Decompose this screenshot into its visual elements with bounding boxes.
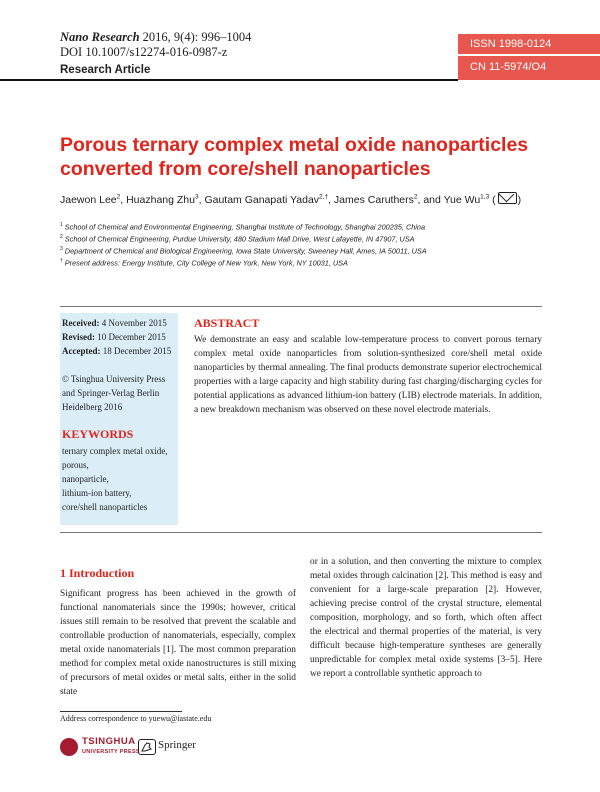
article-dates — [62, 316, 178, 358]
journal-volume: 2016, 9(4): 996–1004 — [139, 30, 252, 44]
keyword: lithium-ion battery, — [62, 488, 132, 498]
envelope-icon[interactable] — [498, 192, 517, 204]
author-list: Jaewon Lee$^2$, Huazhang Zhu$^3$, Gautam Ganapati Yadav$^{2,\dagger}$, James Caruthers$^2$, and Yue Wu$^{1,3}$ ( ) — [60, 193, 522, 206]
springer-logo: Springer — [158, 739, 196, 751]
tsinghua-logo: TSINGHUA UNIVERSITY PRESS — [82, 736, 140, 755]
article-type: Research Article — [60, 64, 151, 76]
cn-number: CN 11-5974/O4 — [470, 61, 547, 73]
journal-name: Nano Research — [60, 30, 140, 44]
keyword: core/shell nanoparticles — [62, 502, 148, 512]
accepted-date: Accepted: 18 December 2015 — [62, 346, 172, 356]
journal-citation — [60, 30, 251, 45]
article-title: Porous ternary complex metal oxide nanoparticles converted from core/shell nanoparticles — [60, 134, 529, 180]
body-text-column-2: or in a solution, and then converting the mixture to complex metal oxides through calcination [2]. This method is easy and convenient for a large-scale preparation [2]. However, achieving precise control of the crystal structure, elemental composition, morphology, and so forth, which often affect the electrical and thermal properties of the material, is very difficult because high-temperature syntheses are generally unpredictable for complex metal oxide systems [3–5]. Here we report a controllable synthetic approach to — [310, 557, 542, 679]
revised-date: Revised: 10 December 2015 — [62, 332, 166, 342]
body-text-column-1: Significant progress has been achieved in the growth of functional nanomaterials since the 1990s; however, critical issues still remain to be resolved that prevent the scalable and controllable production of nanomaterials, especially, complex metal oxide nanomaterials [1]. The most common preparation method for complex metal oxide nanostructures is still mixing of precursors of metal oxides or metal salts, either in the solid state — [60, 589, 296, 697]
tsinghua-seal-icon — [60, 738, 78, 756]
issn: ISSN 1998-0124 — [470, 38, 552, 50]
keyword: nanoparticle, — [62, 474, 109, 484]
abstract-heading: ABSTRACT — [194, 316, 260, 330]
correspondence-footnote[interactable]: Address correspondence to yuewu@iastate.edu — [60, 714, 212, 723]
issn-box — [458, 34, 600, 54]
copyright-notice: © Tsinghua University Press and Springer-Verlag Berlin Heidelberg 2016 — [62, 374, 166, 412]
section-heading-introduction: 1 Introduction — [60, 566, 135, 580]
affiliation-2: $^2$ School of Chemical Engineering, Purdue University, 480 Stadium Mall Drive, West Lafayette, IN 47907, USA — [60, 234, 415, 244]
abstract-text: We demonstrate an easy and scalable low-temperature process to convert porous ternary complex metal oxide nanoparticles from solution-synthesized core/shell metal oxide nanoparticles by thermal annealing. The final products demonstrate superior electrochemical properties with a large capacity and high stability during fast charging/discharging cycles for potential applications as advanced lithium-ion battery (LIB) electrode materials. In addition, a new breakdown mechanism was observed on these novel electrode materials. — [194, 335, 542, 415]
keywords-heading: KEYWORDS — [62, 427, 134, 441]
springer-horse-icon — [138, 739, 156, 755]
affiliation-1: $^1$ School of Chemical and Environmental Engineering, Shanghai Institute of Technology, Shanghai 200235, China — [60, 222, 426, 232]
keyword: ternary complex metal oxide, — [62, 446, 168, 456]
divider-top — [60, 306, 542, 307]
received-date: Received: 4 November 2015 — [62, 318, 167, 328]
cn-box — [458, 56, 600, 80]
affiliation-present-address: † Present address: Energy Institute, City College of New York, New York, NY 10031, USA — [60, 258, 348, 268]
divider-bottom — [60, 532, 542, 533]
keywords-list — [62, 444, 176, 514]
header-rule — [0, 79, 458, 81]
affiliation-3: $^3$ Department of Chemical and Biological Engineering, Iowa State University, Sweeney Hall, Ames, IA 50011, USA — [60, 246, 427, 256]
footnote-rule — [60, 711, 182, 712]
doi[interactable]: DOI 10.1007/s12274-016-0987-z — [60, 45, 228, 59]
keyword: porous, — [62, 460, 89, 470]
